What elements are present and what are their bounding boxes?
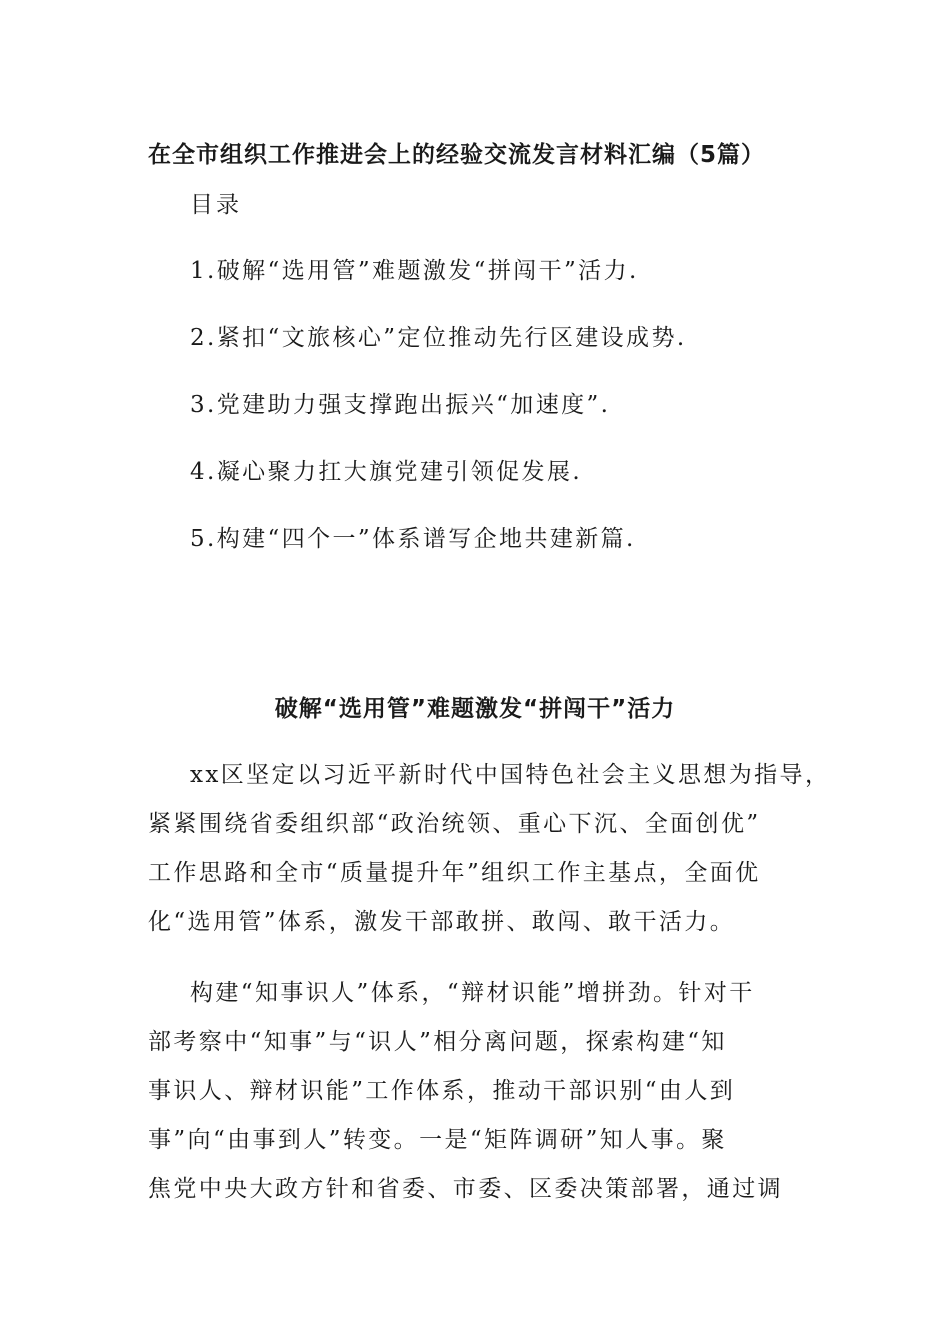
paragraph-line: 事识人、辩材识能”工作体系，推动干部识别“由人到 <box>148 1078 736 1104</box>
paragraph-line: 焦党中央大政方针和省委、市委、区委决策部署，通过调 <box>148 1176 783 1202</box>
toc-heading: 目录 <box>190 192 242 218</box>
paragraph-line: 构建“知事识人”体系，“辩材识能”增拼劲。针对干 <box>190 980 755 1006</box>
paragraph-line: xx区坚定以习近平新时代中国特色社会主义思想为指导， <box>190 762 831 788</box>
paragraph-line: 工作思路和全市“质量提升年”组织工作主基点，全面优 <box>148 860 761 886</box>
toc-item: 3.党建助力强支撑跑出振兴“加速度”. <box>190 392 611 418</box>
document-title: 在全市组织工作推进会上的经验交流发言材料汇编（5篇） <box>148 142 766 168</box>
paragraph-line: 事”向“由事到人”转变。一是“矩阵调研”知人事。聚 <box>148 1127 727 1153</box>
toc-item: 4.凝心聚力扛大旗党建引领促发展. <box>190 459 583 485</box>
toc-item: 5.构建“四个一”体系谱写企地共建新篇. <box>190 526 636 552</box>
paragraph-line: 紧紧围绕省委组织部“政治统领、重心下沉、全面创优” <box>148 811 761 837</box>
table-of-contents <box>190 254 687 589</box>
body-paragraph-1 <box>148 758 830 954</box>
paragraph-line: 部考察中“知事”与“识人”相分离问题，探索构建“知 <box>148 1029 727 1055</box>
section-title: 破解“选用管”难题激发“拼闯干”活力 <box>274 696 676 722</box>
toc-item: 1.破解“选用管”难题激发“拼闯干”活力. <box>190 258 639 284</box>
toc-item: 2.紧扣“文旅核心”定位推动先行区建设成势. <box>190 325 687 351</box>
paragraph-line: 化“选用管”体系，激发干部敢拼、敢闯、敢干活力。 <box>148 909 736 935</box>
body-paragraph-2 <box>148 976 783 1221</box>
